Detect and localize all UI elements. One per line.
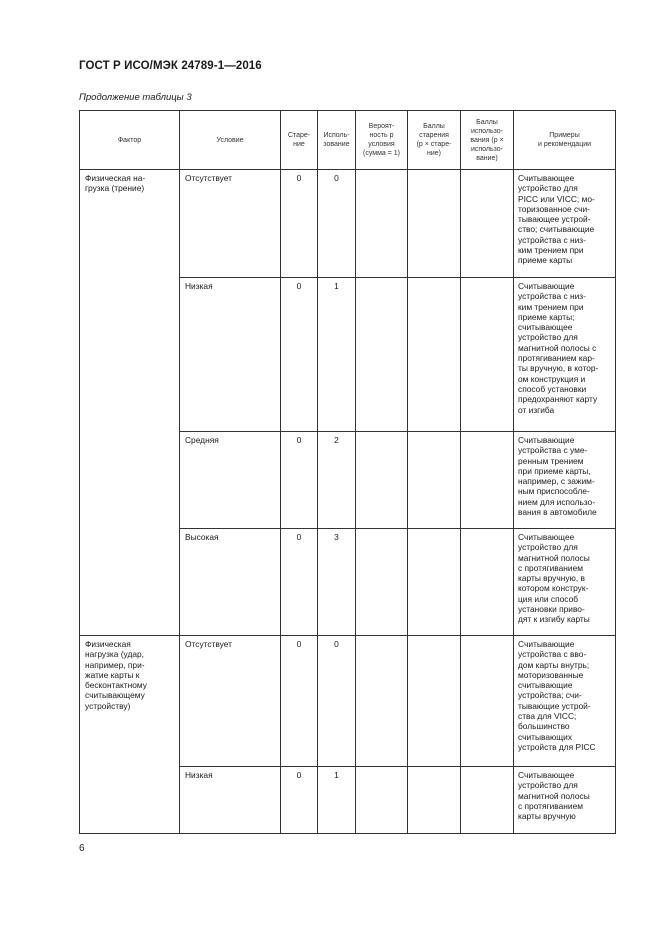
column-header-line: Примеры (549, 132, 580, 139)
aging-score-cell (408, 529, 461, 636)
table-row (80, 170, 616, 278)
example-line: Считывающее (518, 173, 575, 183)
usage-cell: 1 (318, 278, 356, 432)
column-header-line: (p × старе- (416, 141, 452, 148)
aging-score-cell (408, 636, 461, 767)
usage-score-cell (461, 432, 514, 529)
example-line: устройство для (518, 332, 578, 343)
usage-cell: 0 (318, 636, 356, 767)
column-header-probability (356, 111, 408, 170)
factor-line: Физическая на- (85, 173, 146, 183)
column-header-line: старения (419, 132, 449, 139)
usage-score-cell (461, 767, 514, 834)
probability-cell (356, 767, 408, 834)
table-row (80, 636, 616, 767)
example-line: с протягиванием (518, 800, 584, 811)
example-line: ства для VICC; (518, 711, 577, 722)
page-number: 6 (79, 843, 85, 854)
column-header-line: Фактор (117, 136, 142, 144)
condition-cell: Низкая (180, 767, 281, 834)
aging-score-cell (408, 767, 461, 834)
example-line: ство; считывающие (518, 224, 595, 235)
usage-score-cell (461, 636, 514, 767)
example-line: протягиванием кар- (518, 353, 595, 364)
example-line: предохраняют карту (518, 394, 598, 405)
example-line: устройство для (518, 542, 578, 553)
example-line: Считывающее (518, 770, 575, 780)
example-line: устройства с низ- (518, 234, 586, 245)
example-line: тывающее устрой- (518, 214, 591, 225)
example-line: устройства с низ- (518, 291, 586, 302)
column-header-line: зование (323, 141, 350, 148)
factor-cell (80, 170, 180, 636)
example-line: способ установки (518, 383, 587, 394)
aging-score-cell (408, 278, 461, 432)
example-line: PICC или VICC; мо- (518, 193, 595, 204)
example-line: карты вручную, в (518, 573, 585, 584)
usage-score-cell (461, 529, 514, 636)
examples-cell (514, 170, 616, 278)
example-line: считывающие (518, 680, 573, 691)
column-header-line: использо- (470, 145, 504, 153)
column-header-line: вание) (476, 154, 498, 162)
usage-cell: 2 (318, 432, 356, 529)
column-header-line: ние (293, 141, 305, 148)
probability-cell (356, 432, 408, 529)
usage-cell: 3 (318, 529, 356, 636)
example-line: Считывающее (518, 532, 575, 542)
example-line: ким трением при (518, 301, 584, 312)
example-line: приеме карты; (518, 311, 575, 322)
example-line: например, с зажим- (518, 476, 595, 487)
example-line: устройство для (518, 183, 578, 194)
aging-cell: 0 (281, 636, 318, 767)
usage-cell: 0 (318, 170, 356, 278)
condition-cell: Отсутствует (180, 170, 281, 278)
column-header-line: вания (p × (470, 136, 504, 144)
factor-table (79, 110, 616, 834)
column-header-line: Баллы (476, 118, 498, 126)
probability-cell (356, 170, 408, 278)
example-line: считывающих (518, 731, 573, 742)
example-line: дят к изгибу карты (518, 614, 590, 625)
column-header-line: (сумма = 1) (363, 150, 400, 157)
column-header-line: Исполь- (323, 132, 350, 139)
table-header-row (80, 111, 616, 170)
column-header-line: Вероят- (368, 123, 395, 130)
example-line: считывающее (518, 322, 573, 333)
column-header-examples (514, 111, 616, 170)
column-header-usage (318, 111, 356, 170)
aging-cell: 0 (281, 170, 318, 278)
example-line: вания в автомобиле (518, 507, 597, 518)
column-header-line: Условие (216, 136, 244, 144)
example-line: установки приво- (518, 604, 585, 615)
example-line: ция или способ (518, 593, 579, 604)
table-caption: Продолжение таблицы 3 (79, 92, 192, 103)
column-header-usage-score (461, 111, 514, 170)
column-header-line: и рекомендации (537, 141, 592, 148)
example-line: устройство для (518, 780, 578, 791)
aging-cell: 0 (281, 767, 318, 834)
usage-cell: 1 (318, 767, 356, 834)
factor-line: грузка (трение) (85, 183, 145, 194)
examples-cell (514, 278, 616, 432)
examples-cell (514, 432, 616, 529)
example-line: устройства с уме- (518, 445, 588, 456)
aging-score-cell (408, 432, 461, 529)
example-line: устройства с вво- (518, 649, 587, 660)
column-header-condition (180, 111, 281, 170)
factor-line: считывающему (85, 690, 145, 701)
factor-line: бесконтактному (85, 680, 147, 691)
factor-cell (80, 636, 180, 834)
example-line: Считывающие (518, 639, 575, 649)
usage-score-cell (461, 170, 514, 278)
column-header-aging (281, 111, 318, 170)
example-line: карты вручную (518, 811, 576, 822)
example-line: ом конструкция и (518, 373, 586, 384)
aging-score-cell (408, 170, 461, 278)
aging-cell: 0 (281, 432, 318, 529)
example-line: ким трением при (518, 245, 584, 256)
example-line: магнитной полосы с (518, 342, 597, 353)
factor-line: жатие карты к (85, 669, 140, 680)
examples-cell (514, 767, 616, 834)
example-line: устройств для PICC (518, 741, 596, 752)
example-line: от изгиба (518, 404, 555, 415)
column-header-factor (80, 111, 180, 170)
column-header-line: ние) (427, 150, 441, 157)
example-line: моторизованные (518, 669, 584, 680)
example-line: магнитной полосы (518, 790, 590, 801)
example-line: большинство (518, 721, 570, 732)
standard-title: ГОСТ Р ИСО/МЭК 24789-1—2016 (79, 60, 262, 72)
example-line: Считывающие (518, 435, 575, 445)
example-line: ным приспособле- (518, 486, 590, 497)
condition-cell: Низкая (180, 278, 281, 432)
examples-cell (514, 529, 616, 636)
condition-cell: Средняя (180, 432, 281, 529)
example-line: ты вручную, в котор- (518, 363, 599, 374)
factor-line: например, при- (85, 659, 145, 670)
example-line: ренным трением (518, 455, 584, 466)
example-line: торизованное счи- (518, 203, 590, 214)
example-line: тывающие устрой- (518, 700, 591, 711)
example-line: магнитной полосы (518, 552, 590, 563)
usage-score-cell (461, 278, 514, 432)
condition-cell: Отсутствует (180, 636, 281, 767)
example-line: котором конструк- (518, 583, 589, 594)
column-header-line: Баллы (423, 123, 445, 130)
example-line: приеме карты (518, 255, 573, 266)
column-header-line: условия (368, 141, 395, 148)
column-header-line: Старе- (287, 132, 311, 139)
column-header-aging-score (408, 111, 461, 170)
aging-cell: 0 (281, 529, 318, 636)
probability-cell (356, 529, 408, 636)
condition-cell: Высокая (180, 529, 281, 636)
factor-line: Физическая (85, 639, 131, 649)
factor-line: устройству) (85, 700, 131, 711)
example-line: нием для использо- (518, 496, 595, 507)
column-header-line: ность p (369, 132, 394, 139)
probability-cell (356, 278, 408, 432)
probability-cell (356, 636, 408, 767)
column-header-line: использо- (470, 127, 504, 135)
example-line: при приеме карты, (518, 465, 591, 476)
factor-line: нагрузка (удар, (85, 649, 144, 660)
example-line: устройства; счи- (518, 690, 582, 701)
example-line: дом карты внутрь; (518, 659, 590, 670)
aging-cell: 0 (281, 278, 318, 432)
examples-cell (514, 636, 616, 767)
example-line: с протягиванием (518, 562, 584, 573)
example-line: Считывающие (518, 281, 575, 291)
